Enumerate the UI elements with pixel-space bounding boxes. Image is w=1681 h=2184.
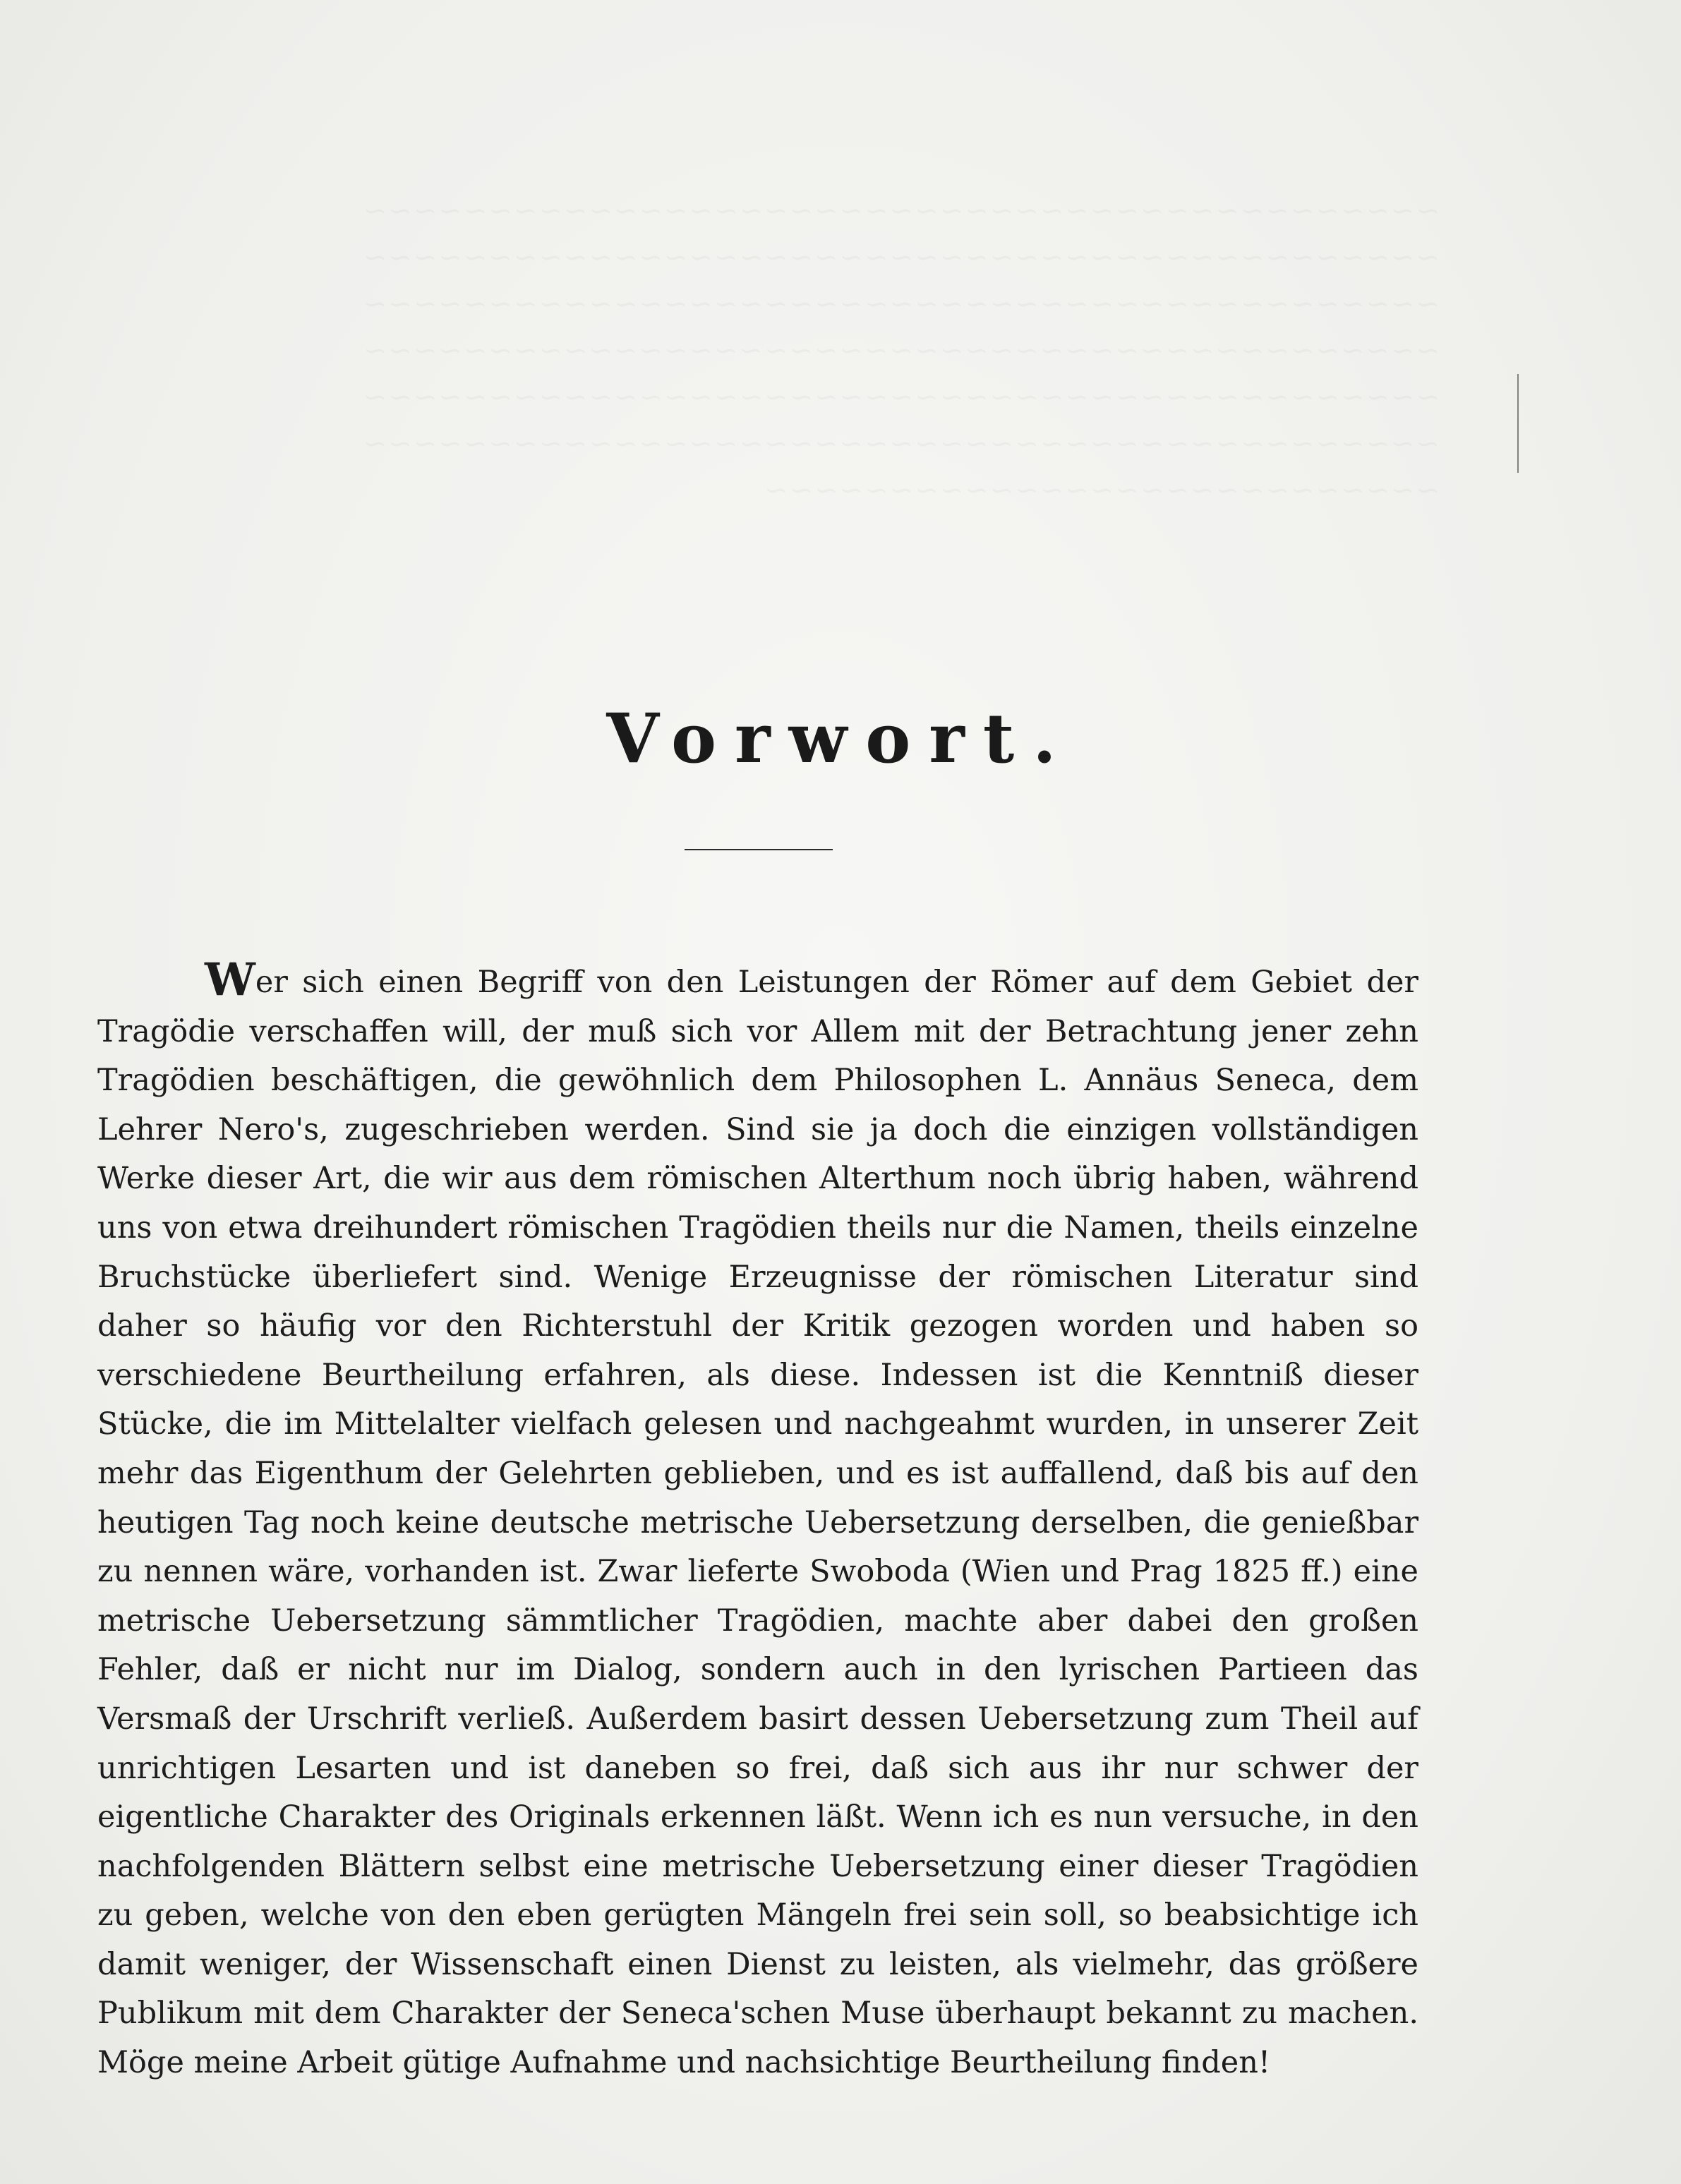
title-divider [685, 849, 833, 850]
show-through-texture [99, 141, 1440, 514]
margin-mark [1517, 374, 1519, 473]
page-title: Vorwort. [606, 699, 1075, 778]
initial-letter: W [205, 953, 255, 1006]
preface-paragraph [97, 953, 1418, 2088]
paragraph-text: er sich einen Begriff von den Leistungen der Römer auf dem Gebiet der Tragödie verschaffen will, der muß sich vor Allem mit der Betrachtung jener zehn Tragödien beschäftigen, die gewöhnlich dem Philosophen L. Annäus Seneca, dem Lehrer Nero's, zugeschrieben werden. Sind sie ja doch die einzigen vollständigen Werke dieser Art, die wir aus dem römischen Alterthum noch übrig haben, während uns von etwa dreihundert römischen Tragödien theils nur die Namen, theils einzelne Bruchstücke überliefert sind. Wenige Erzeugnisse der römischen Literatur sind daher so häufig vor den Richterstuhl der Kritik gezogen worden und haben so verschiedene Beurtheilung erfahren, als diese. Indessen ist die Kenntniß dieser Stücke, die im Mittelalter vielfach gelesen und nachgeahmt wurden, in unserer Zeit mehr das Eigenthum der Gelehrten geblieben, und es ist auffallend, daß bis auf den heutigen Tag noch keine deutsche metrische Uebersetzung derselben, die genießbar zu nennen wäre, vorhanden ist. Zwar lieferte Swoboda (Wien und Prag 1825 ff.) eine metrische Uebersetzung sämmtlicher Tragödien, machte aber dabei den großen Fehler, daß er nicht nur im Dialog, sondern auch in den lyrischen Partieen das Versmaß der Urschrift verließ. Außerdem basirt dessen Uebersetzung zum Theil auf unrichtigen Lesarten und ist daneben so frei, daß sich aus ihr nur schwer der eigentliche Charakter des Originals erkennen läßt. Wenn ich es nun versuche, in den nachfolgenden Blättern selbst eine metrische Uebersetzung einer dieser Tragödien zu geben, welche von den eben gerügten Mängeln frei sein soll, so beabsichtige ich damit weniger, der Wissenschaft einen Dienst zu leisten, als vielmehr, das größere Publikum mit dem Charakter der Seneca'schen Muse überhaupt bekannt zu machen. Möge meine Arbeit gütige Aufnahme und nachsichtige Beurtheilung finden! [97, 965, 1418, 2081]
